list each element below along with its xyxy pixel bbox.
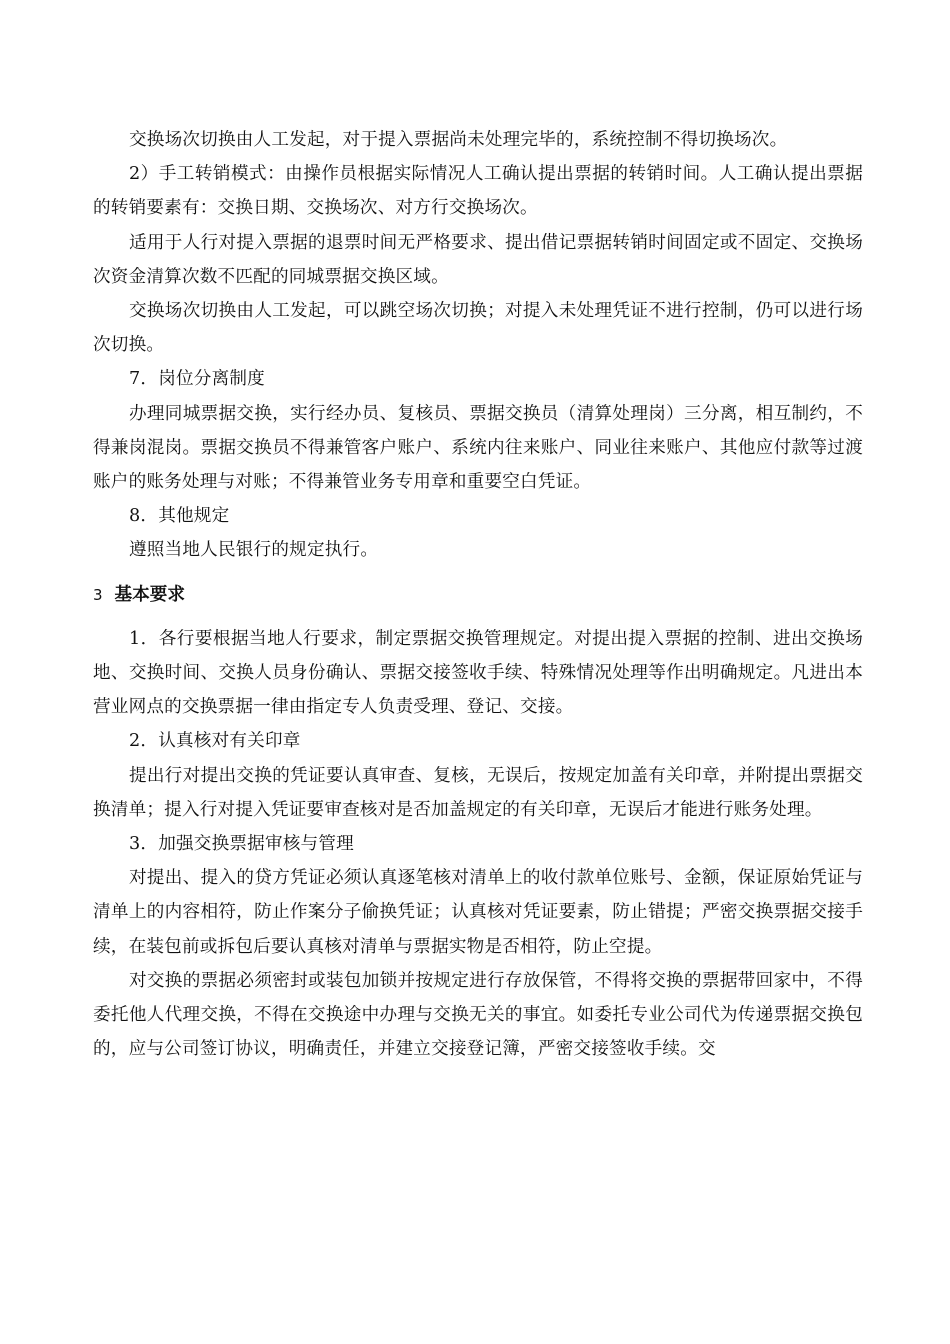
paragraph-session-switch-auto: 交换场次切换由人工发起，对于提入票据尚未处理完毕的，系统控制不得切换场次。 [129, 130, 788, 150]
paragraph-exchange-management-rules: 1．各行要根据当地人行要求，制定票据交换管理规定。对提出提入票据的控制、进出交换场地、交换时间、交换人员身份确认、票据交接签收手续、特殊情况处理等作出明确规定。凡进出本营业网点的交换票据一律由指定专人负责受理、登记、交接。 [93, 628, 863, 718]
paragraph-session-switch-manual: 交换场次切换由人工发起，可以跳空场次切换；对提入未处理凭证不进行控制，仍可以进行场次切换。 [93, 301, 863, 356]
paragraph-post-separation: 办理同城票据交换，实行经办员、复核员、票据交换员（清算处理岗）三分离，相互制约，不得兼岗混岗。票据交换员不得兼管客户账户、系统内往来账户、同业往来账户、其他应付款等过渡账户的账务处理与对账；不得兼管业务专用章和重要空白凭证。 [93, 403, 863, 493]
paragraph-credit-voucher-check: 对提出、提入的贷方凭证必须认真逐笔核对清单上的收付款单位账号、金额，保证原始凭证与清单上的内容相符，防止作案分子偷换凭证；认真核对凭证要素，防止错提；严密交换票据交接手续，在装包前或拆包后要认真核对清单与票据实物是否相符，防止空提。 [93, 868, 863, 957]
document-body [93, 123, 863, 1066]
paragraph-manual-writeoff-mode: 2）手工转销模式：由操作员根据实际情况人工确认提出票据的转销时间。人工确认提出票据的转销要素有：交换日期、交换场次、对方行交换场次。 [93, 164, 863, 219]
paragraph-manual-applicable-area: 适用于人行对提入票据的退票时间无严格要求、提出借记票据转销时间固定或不固定、交换场次资金清算次数不匹配的同城票据交换区域。 [93, 232, 863, 287]
paragraph-other-rules: 遵照当地人民银行的规定执行。 [129, 540, 379, 561]
heading-other-rules: 8．其他规定 [129, 506, 230, 527]
paragraph-sealed-storage: 对交换的票据必须密封或装包加锁并按规定进行存放保管，不得将交换的票据带回家中，不得委托他人代理交换，不得在交换途中办理与交换无关的事宜。如委托专业公司代为传递票据交换包的，应与公司签订协议，明确责任，并建立交接登记簿，严密交接签收手续。交 [93, 970, 863, 1060]
paragraph-verify-seals: 提出行对提出交换的凭证要认真审查、复核，无误后，按规定加盖有关印章，并附提出票据交换清单；提入行对提入凭证要审查核对是否加盖规定的有关印章，无误后才能进行账务处理。 [93, 765, 863, 820]
section-number: 3 [93, 585, 103, 604]
heading-post-separation: 7．岗位分离制度 [129, 369, 265, 390]
heading-review-management: 3．加强交换票据审核与管理 [129, 834, 354, 855]
section-title-text: 基本要求 [114, 584, 185, 605]
section-title-basic-requirements [93, 568, 863, 622]
heading-verify-seals: 2．认真核对有关印章 [129, 731, 301, 752]
